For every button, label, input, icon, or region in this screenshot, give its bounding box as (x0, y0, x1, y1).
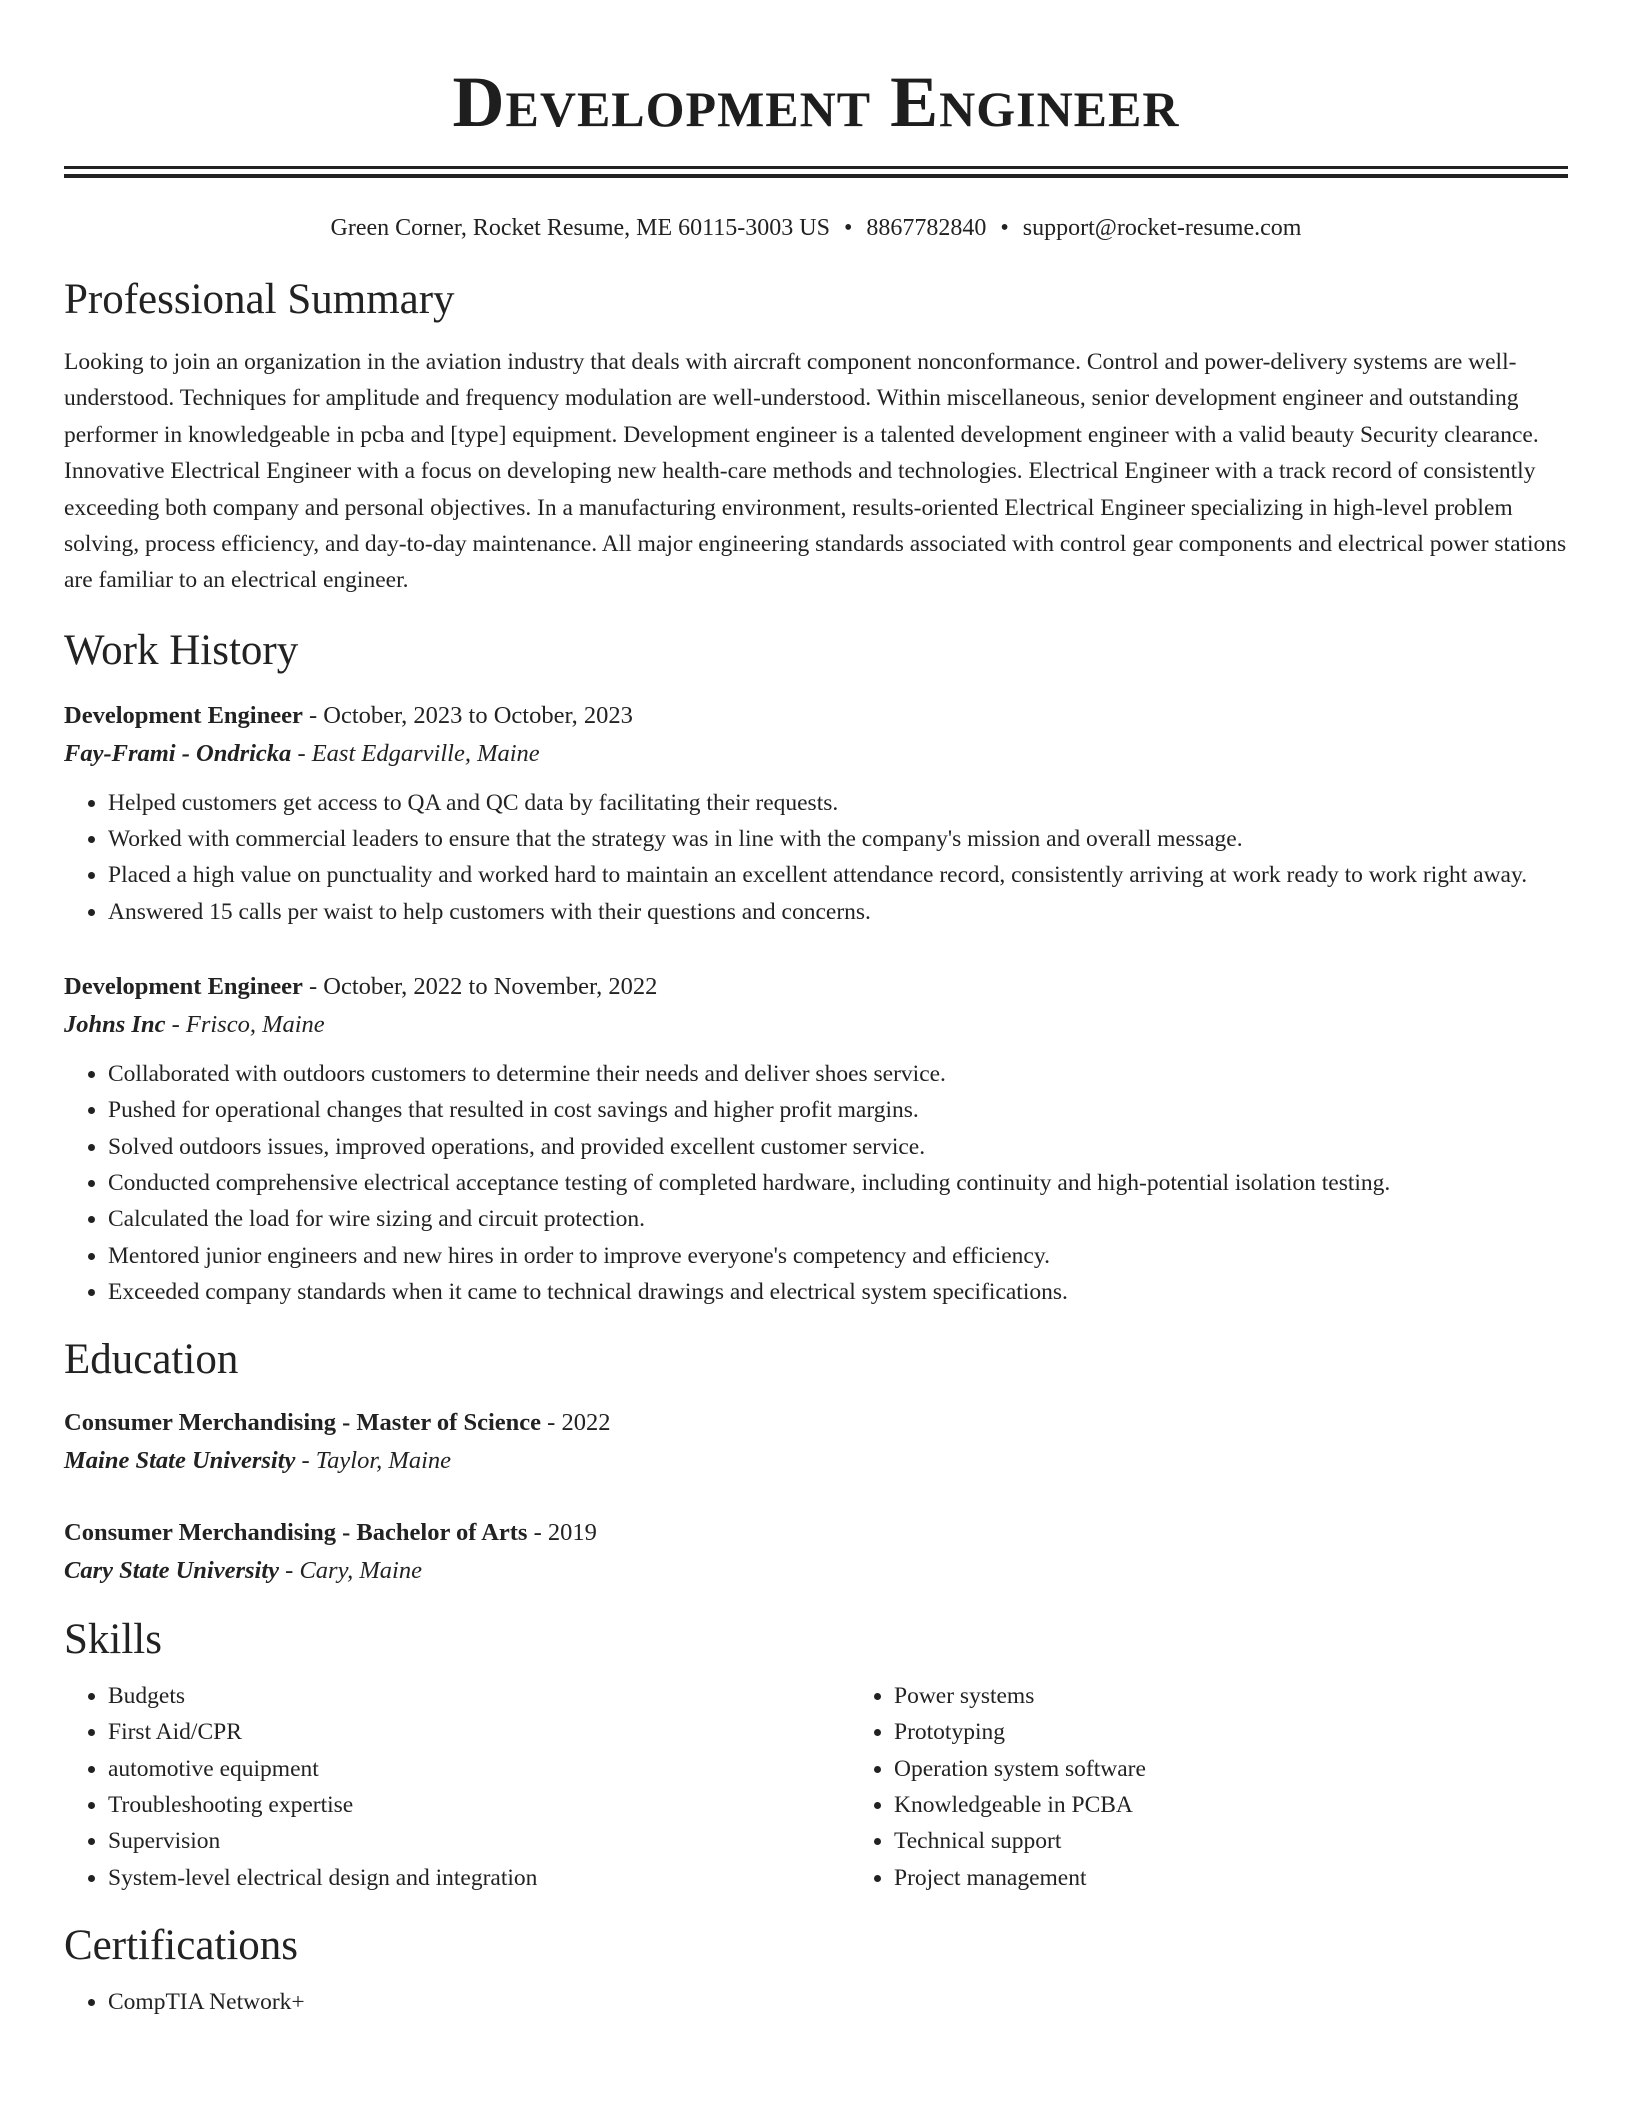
list-item: • Answered 15 calls per waist to help customers with their questions and concerns. (108, 894, 1568, 930)
degree-line (64, 1404, 1568, 1442)
job-company: Johns Inc (64, 1011, 166, 1039)
contact-separator: • (843, 215, 853, 241)
list-item: • Collaborated with outdoors customers to determine their needs and deliver shoes service. (108, 1056, 1568, 1092)
job-title: Development Engineer (64, 973, 303, 1001)
title-divider (64, 166, 1568, 178)
job-dates: - October, 2022 to November, 2022 (302, 973, 658, 1001)
contact-phone: 8867782840 (866, 215, 987, 241)
list-item: • Solved outdoors issues, improved operations, and provided excellent customer service. (108, 1129, 1568, 1165)
certifications-list (64, 1984, 1568, 2020)
list-item: • First Aid/CPR (108, 1714, 850, 1750)
work-history-heading: Work History (64, 626, 299, 674)
list-item: • Supervision (108, 1823, 850, 1859)
school-name: Maine State University (64, 1447, 296, 1475)
degree-year: - 2019 (527, 1519, 597, 1547)
contact-email: support@rocket-resume.com (1022, 215, 1302, 241)
list-item: • Troubleshooting expertise (108, 1787, 850, 1823)
school-line (64, 1442, 1568, 1480)
degree-line (64, 1514, 1568, 1552)
list-item: • Technical support (894, 1823, 1568, 1859)
list-item: • Operation system software (894, 1751, 1568, 1787)
education-section (64, 1334, 1568, 1590)
degree-name: Consumer Merchandising - Bachelor of Arts (64, 1519, 528, 1547)
job-entry (64, 968, 1568, 1310)
education-entry (64, 1404, 1568, 1480)
list-item: • Worked with commercial leaders to ensure that the strategy was in line with the company's mission and overall message. (108, 821, 1568, 857)
skills-list-left (64, 1678, 850, 1896)
contact-line (64, 212, 1568, 244)
skills-heading: Skills (64, 1616, 162, 1664)
degree-year: - 2022 (541, 1409, 611, 1437)
list-item: • Calculated the load for wire sizing and circuit protection. (108, 1201, 1568, 1237)
list-item: • Placed a high value on punctuality and worked hard to maintain an excellent attendance record, consistently arriving at work ready to work right away. (108, 857, 1568, 893)
skills-columns (64, 1678, 1568, 1896)
degree-name: Consumer Merchandising - Master of Science (64, 1409, 542, 1437)
list-item: • Knowledgeable in PCBA (894, 1787, 1568, 1823)
skills-list-right (850, 1678, 1568, 1896)
job-location: - Frisco, Maine (165, 1011, 325, 1039)
education-heading: Education (64, 1336, 239, 1384)
work-history-section (64, 625, 1568, 1310)
summary-text: Looking to join an organization in the aviation industry that deals with aircraft component nonconformance. Control and power-delivery systems are well-understood. Techniques for amplitude and frequency modulation are well-understood. Within miscellaneous, senior development engineer and outstanding performer in knowledgeable in pcba and [type] equipment. Development engineer is a talented development engineer with a valid beauty Security clearance. Innovative Electrical Engineer with a focus on developing new health-care methods and technologies. Electrical Engineer with a track record of consistently exceeding both company and personal objectives. In a manufacturing environment, results-oriented Electrical Engineer specializing in high-level problem solving, process efficiency, and day-to-day maintenance. All major engineering standards associated with control gear components and electrical power stations are familiar to an electrical engineer. (64, 349, 1567, 594)
certifications-heading: Certifications (64, 1921, 299, 1969)
job-title-line (64, 697, 1568, 735)
list-item: • Exceeded company standards when it came to technical drawings and electrical system specifications. (108, 1274, 1568, 1310)
list-item: • automotive equipment (108, 1751, 850, 1787)
job-company-line (64, 735, 1568, 773)
summary-heading: Professional Summary (64, 276, 455, 323)
education-entry (64, 1514, 1568, 1590)
school-location: - Cary, Maine (279, 1557, 422, 1585)
list-item: • Pushed for operational changes that resulted in cost savings and higher profit margins. (108, 1092, 1568, 1128)
summary-section (64, 274, 1568, 599)
job-title-line (64, 968, 1568, 1006)
list-item: • Conducted comprehensive electrical acceptance testing of completed hardware, including continuity and high-potential isolation testing. (108, 1165, 1568, 1201)
job-bullets (64, 1056, 1568, 1310)
job-company: Fay-Frami - Ondricka (64, 739, 292, 767)
job-bullets (64, 785, 1568, 930)
job-dates: - October, 2023 to October, 2023 (302, 701, 633, 729)
resume-title: Development Engineer (452, 62, 1180, 142)
list-item: • Project management (894, 1860, 1568, 1896)
job-title: Development Engineer (64, 701, 303, 729)
job-company-line (64, 1006, 1568, 1044)
list-item: • Mentored junior engineers and new hires in order to improve everyone's competency and efficiency. (108, 1238, 1568, 1274)
list-item: • Helped customers get access to QA and QC data by facilitating their requests. (108, 785, 1568, 821)
list-item: • Power systems (894, 1678, 1568, 1714)
list-item: • Prototyping (894, 1714, 1568, 1750)
contact-separator: • (1000, 215, 1009, 241)
school-name: Cary State University (64, 1557, 280, 1585)
list-item: • System-level electrical design and integration (108, 1860, 850, 1896)
list-item: • Budgets (108, 1678, 850, 1714)
certifications-section (64, 1920, 1568, 2020)
contact-address: Green Corner, Rocket Resume, ME 60115-3003 US (330, 215, 830, 241)
school-location: - Taylor, Maine (295, 1447, 452, 1475)
skills-section (64, 1614, 1568, 1896)
job-entry (64, 697, 1568, 930)
school-line (64, 1552, 1568, 1590)
job-location: - East Edgarville, Maine (291, 739, 540, 767)
list-item: • CompTIA Network+ (108, 1984, 1568, 2020)
